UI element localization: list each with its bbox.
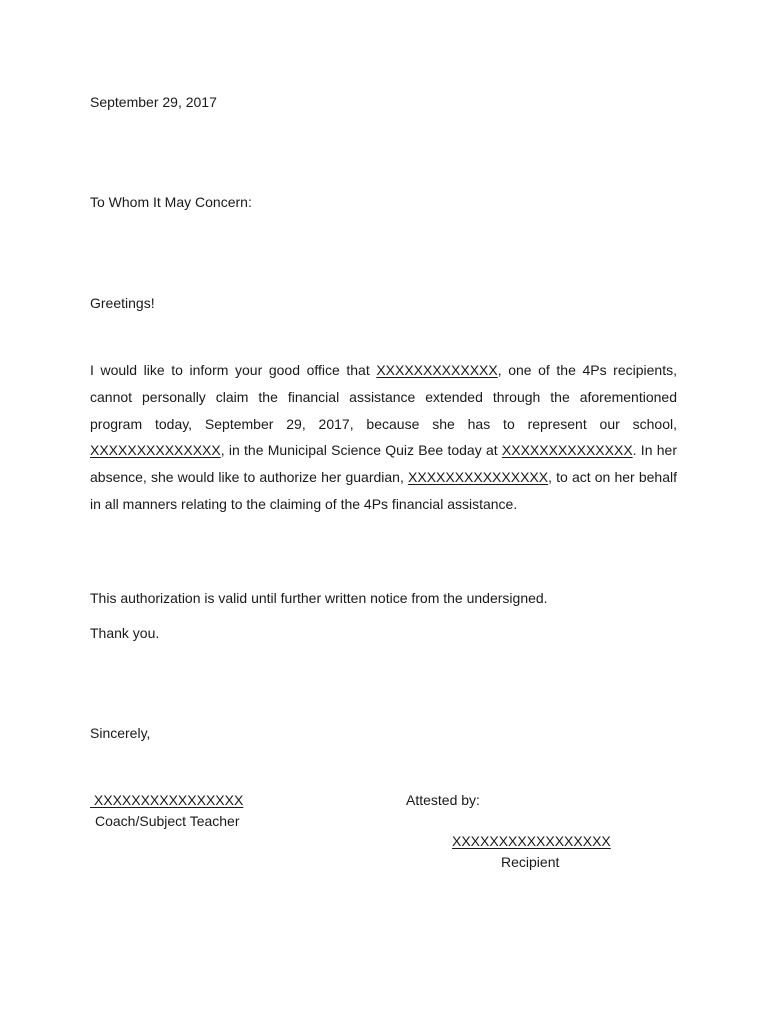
venue-redacted: XXXXXXXXXXXXXX [501, 442, 633, 459]
greeting: Greetings! [90, 295, 155, 311]
recipient-name: XXXXXXXXXXXXXXXXX [452, 833, 611, 849]
closing: Sincerely, [90, 725, 151, 741]
guardian-name-redacted: XXXXXXXXXXXXXXX [408, 469, 549, 486]
student-name-redacted: XXXXXXXXXXXXX [376, 362, 498, 378]
signatory-title: Coach/Subject Teacher [95, 813, 240, 829]
body-text: I would like to inform your good office that [90, 362, 377, 378]
attested-by-label: Attested by: [406, 792, 480, 808]
body-text: , to act on her behalf in all manners relating to the claiming of the 4Ps financial assistance. [90, 469, 678, 512]
body-text: , in the Municipal Science Quiz Bee today at [220, 442, 502, 459]
body-text: . In her absence, she would like to authorize her guardian, [90, 442, 677, 486]
letter-date: September 29, 2017 [90, 94, 217, 110]
school-name-redacted: XXXXXXXXXXXXXX [90, 442, 221, 459]
validity-statement: This authorization is valid until further written notice from the undersigned. [90, 590, 548, 606]
thank-you: Thank you. [90, 625, 160, 641]
salutation: To Whom It May Concern: [90, 194, 252, 210]
body-text: , one of the 4Ps recipients, cannot personally claim the financial assistance extended through the aforementioned program today, September 29, 2017, because she has to represent our school, [90, 362, 677, 432]
signatory-name: XXXXXXXXXXXXXXXX [90, 792, 244, 808]
body-paragraph [90, 357, 677, 518]
recipient-title: Recipient [501, 854, 560, 870]
